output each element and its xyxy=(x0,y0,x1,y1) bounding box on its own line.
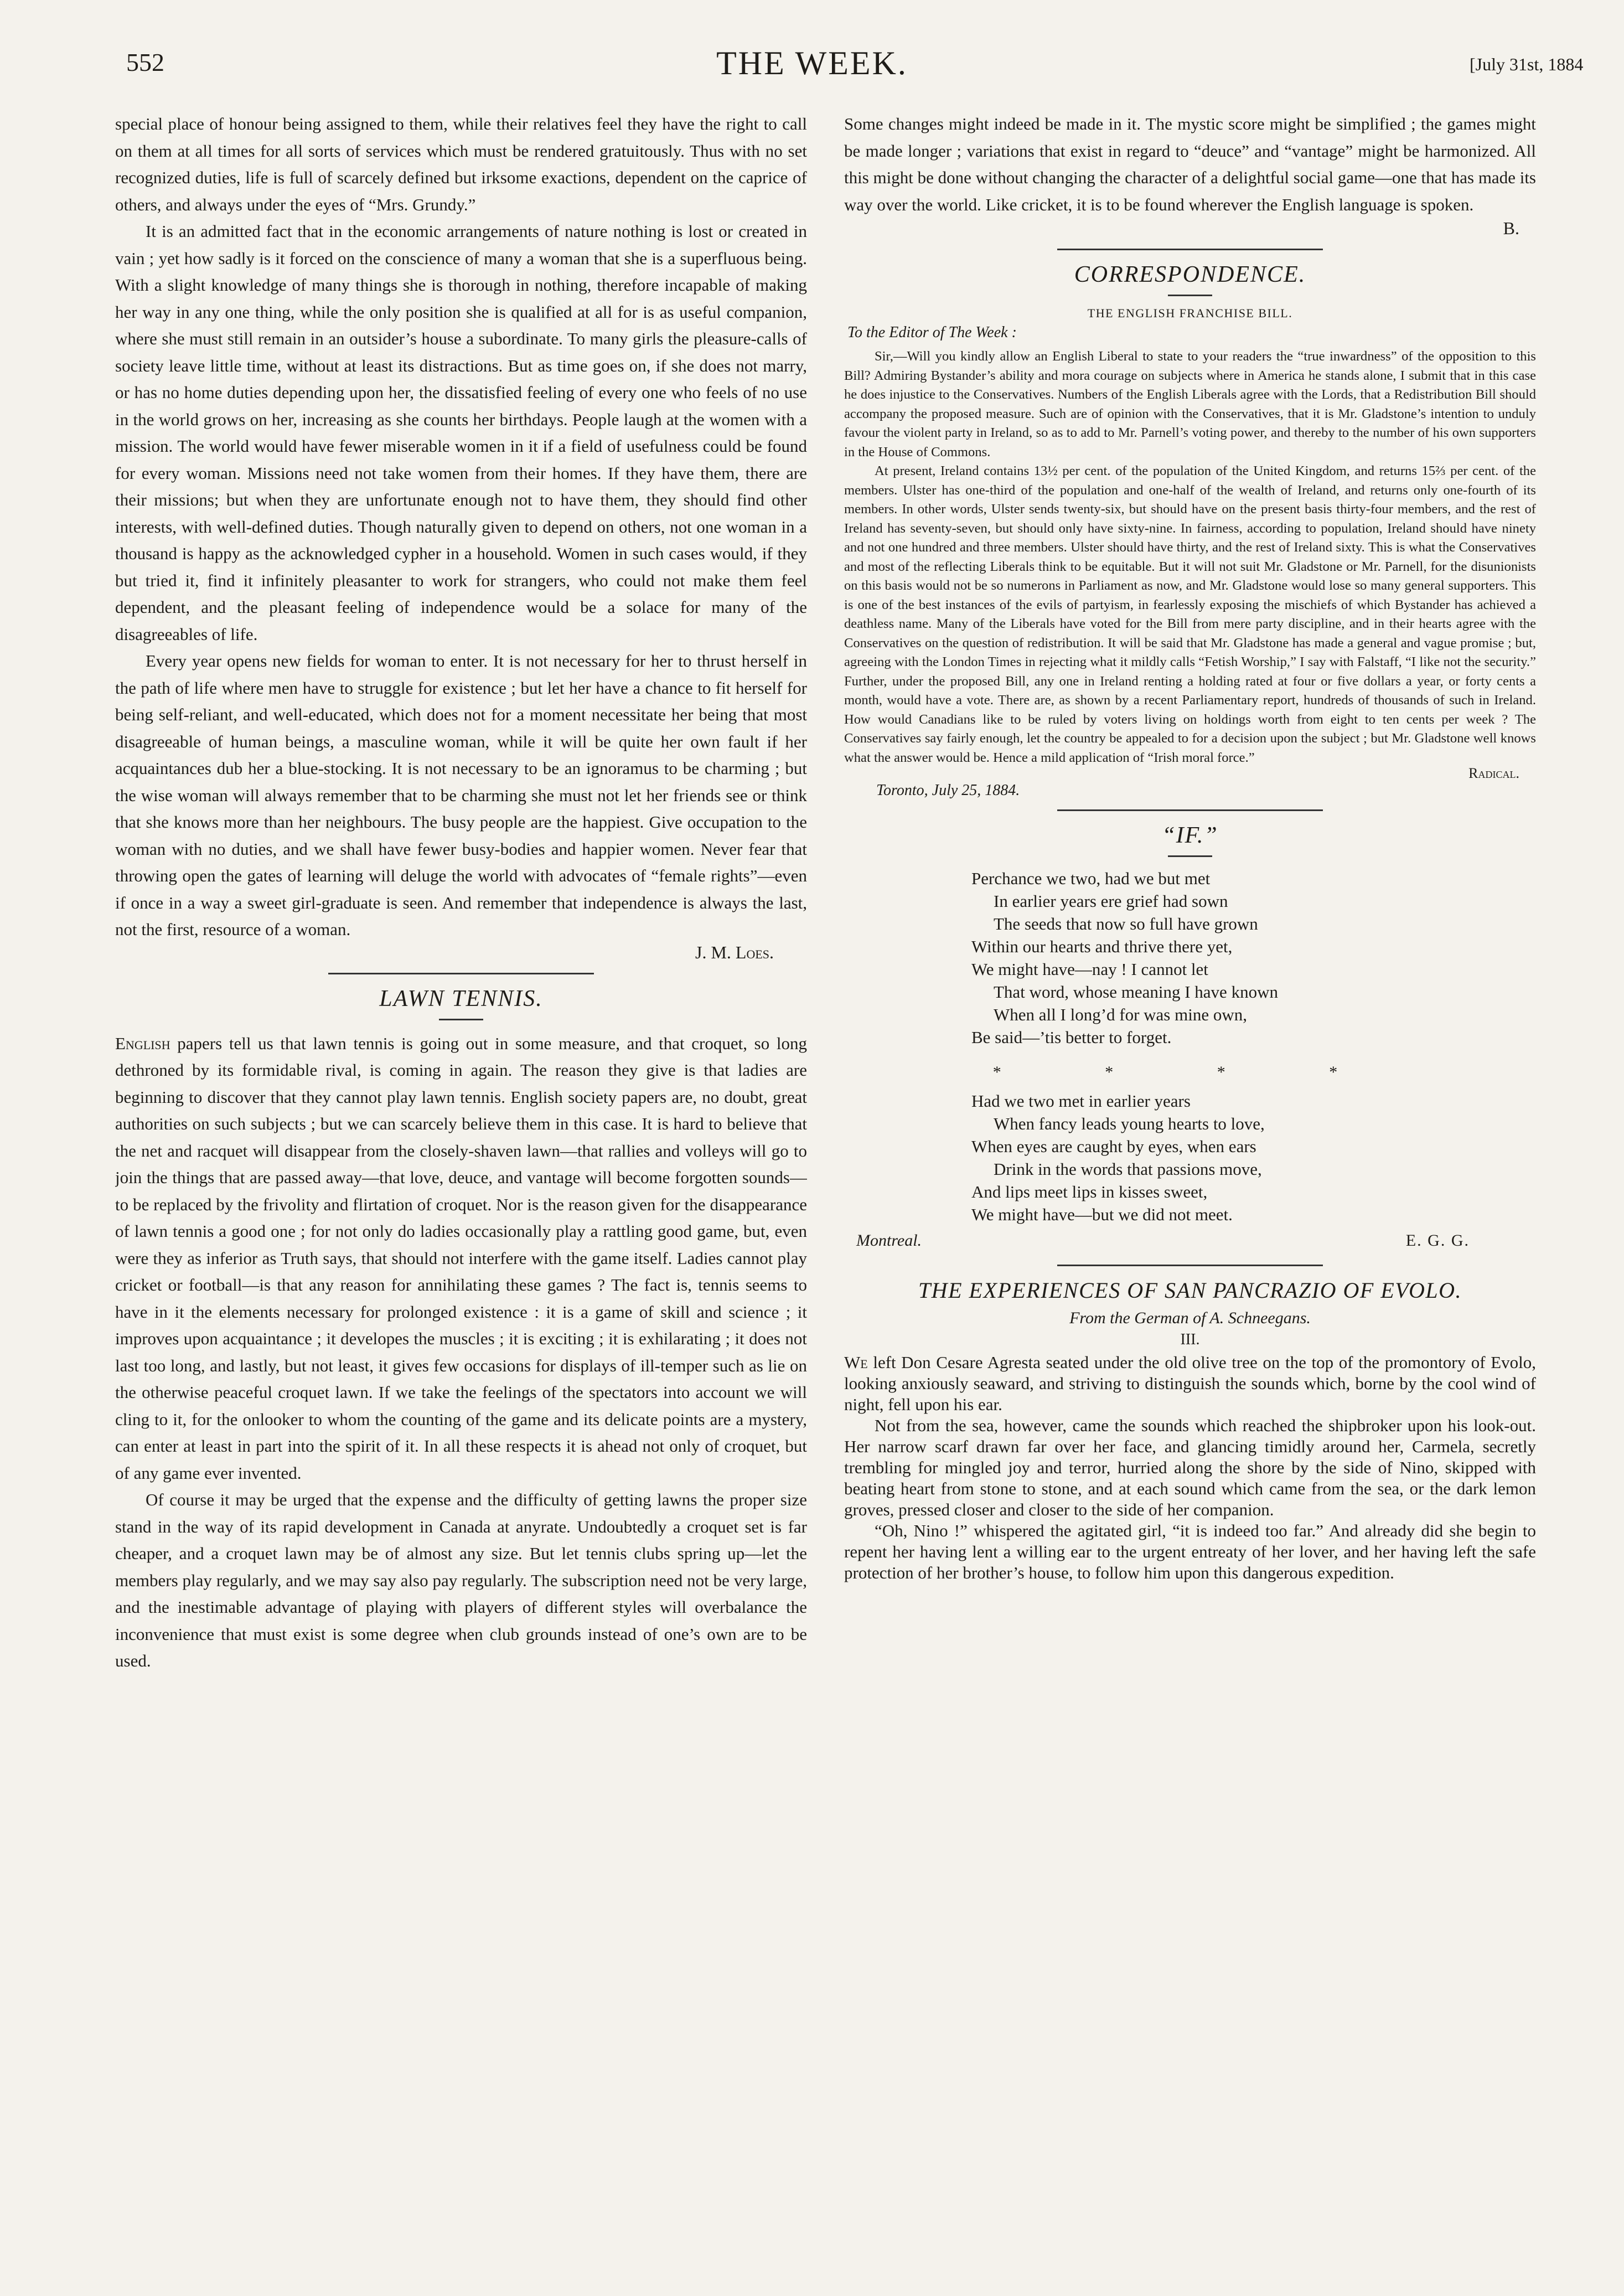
poem-line: When fancy leads young hearts to love, xyxy=(994,1114,1265,1133)
section-divider xyxy=(1057,1265,1323,1266)
lead-word: English xyxy=(115,1033,170,1053)
article-paragraph xyxy=(115,1030,807,1487)
poem-line: Had we two met in earlier years xyxy=(971,1091,1191,1111)
article-paragraph: Every year opens new fields for woman to enter. It is not necessary for her to thrust herself in the path of life where men have to struggle for existence ; but let her have a chance to fit herself for being self-reliant, and well-educated, which does not for a moment necessitate her being that most disagreeable of human beings, a masculine woman, while it will be quite her own fault if her acquaintances dub her a blue-stocking. It is not necessary to be an ignoramus to be charming ; but the wise woman will always remember that to be charming she must not let her friends see or think that she knows more than her neighbours. The busy people are the happiest. Give occupation to the woman with no duties, and we shall have fewer busy-bodies and happier women. Never fear that throwing open the gates of learning will deluge the world with advocates of “female rights”—even if once in a way a sweet girl-graduate is seen. And remember that independence is always the last, not the first, resource of a woman. xyxy=(115,651,807,939)
poem-line: Within our hearts and thrive there yet, xyxy=(971,937,1233,956)
poem-signature: E. G. G. xyxy=(1405,1231,1470,1250)
poem-line: And lips meet lips in kisses sweet, xyxy=(971,1182,1208,1201)
poem-footer xyxy=(844,1229,1536,1255)
poem-stanza-1 xyxy=(971,867,1536,1049)
section-title-correspondence: CORRESPONDENCE. xyxy=(1074,262,1306,287)
poem-line: Perchance we two, had we but met xyxy=(971,869,1211,888)
letter-paragraph: Sir,—Will you kindly allow an English Liberal to state to your readers the “true inwardness” of the opposition to this Bill? Admiring Bystander’s ability and mora courage on subjects where in America he stands alone, I submit that in this case he does injustice to the Conservatives. Numbers of the English Liberals agree with the Lords, that a Redistribution Bill should accompany the proposed measure. Such are of opinion with the Conservatives, that it is Mr. Gladstone’s intention to unduly favour the violent party in Ireland, so as to add to Mr. Parnell’s voting power, and thereby to the number of his own supporters in the House of Commons. xyxy=(844,349,1536,460)
poem-line: In earlier years ere grief had sown xyxy=(994,891,1228,911)
article-paragraph: Of course it may be urged that the expense and the difficulty of getting lawns the proper size stand in the way of its rapid development in Canada at anyrate. Undoubtedly a croquet set is far cheaper, and a croquet lawn may be of almost any size. But let tennis clubs spring up—let the members play regularly, and we may say also pay regularly. The subscription need not be very large, and the inestimable advantage of playing with players of different styles will overbalance the inconvenience that must exist is some degree when club grounds instead of one’s own are to be used. xyxy=(115,1490,807,1670)
poem-title: “IF.” xyxy=(1162,823,1218,848)
story-part-number: III. xyxy=(1180,1331,1200,1348)
issue-date: [July 31st, 1884 xyxy=(1470,54,1584,74)
masthead-title: THE WEEK. xyxy=(716,45,908,81)
poem-line: Be said—’tis better to forget. xyxy=(971,1028,1172,1047)
letter-title: THE ENGLISH FRANCHISE BILL. xyxy=(1087,306,1293,320)
paragraph-text: left Don Cesare Agresta seated under the old olive tree on the top of the promontory of Evolo, looking anxiously seaward, and striving to distinguish the sounds which, borne by the cool wind of night, fell upon his ear. xyxy=(844,1353,1536,1414)
page-header xyxy=(0,0,1624,83)
letter-salutation: To the Editor of The Week : xyxy=(847,324,1017,341)
story-title: THE EXPERIENCES OF SAN PANCRAZIO OF EVOLO. xyxy=(918,1278,1462,1303)
letter-paragraph: At present, Ireland contains 13½ per cent. of the population of the United Kingdom, and returns 15⅔ per cent. of the members. Ulster has one-third of the population and one-half of the wealth of Ireland, and returns only one-fourth of its members. In other words, Ulster sends twenty-six, but should have on the present basis thirty-four members, and the rest of Ireland has seventy-seven, but should only have sixty-nine. In fairness, according to population, Ireland should have ninety and not one hundred and three members. Ulster should have thirty, and the rest of Ireland sixty. This is what the Conservatives and most of the reflecting Liberals think to be equitable. But it will not suit Mr. Gladstone or Mr. Parnell, for the disunionists on this basis would not be so numerons in Parliament as now, and Mr. Gladstone would lose so many general supporters. This is one of the best instances of the evils of partyism, in fearlessly exposing the mischiefs of which Bystander has achieved a deathless name. Many of the Liberals have voted for the Bill from mere party discipline, and in their hearts agree with the Conservatives on the question of redistribution. It will be said that Mr. Gladstone has made a general and vague promise ; but, agreeing with the London Times in rejecting what it mildly calls “Fetish Worship,” I say with Falstaff, “I like not the security.” Further, under the proposed Bill, any one in Ireland renting a holding rated at four or five dollars a year, or forty cents a month, would have a vote. There are, as shown by a recent Parliamentary report, hundreds of thousands of such in Ireland. How would Canadians like to be ruled by voters living on holdings worth from eight to ten cents per week ? The Conservatives say fairly enough, let the country be appealed to for a decision upon the subject ; but Mr. Gladstone well knows what the answer would be. Hence a mild application of “Irish moral force.” xyxy=(844,463,1536,765)
story-paragraph: “Oh, Nino !” whispered the agitated girl, “it is indeed too far.” And already did she begin to repent her having lent a willing ear to the urgent entreaty of her lover, and her having left the safe protection of her brother’s house, to follow him upon this dangerous expedition. xyxy=(844,1521,1536,1582)
poem-line: That word, whose meaning I have known xyxy=(994,982,1278,1002)
poem-line: When all I long’d for was mine own, xyxy=(994,1005,1247,1024)
title-underline xyxy=(1168,855,1212,857)
title-underline xyxy=(1168,295,1212,296)
poem-stanza-2 xyxy=(971,1090,1536,1226)
section-divider xyxy=(328,973,594,974)
author-signature: B. xyxy=(1503,218,1519,238)
title-underline xyxy=(439,1019,483,1020)
story-paragraph: Not from the sea, however, came the sounds which reached the shipbroker upon his look-out. Her narrow scarf drawn far over her face, and glancing timidly around her, Carmela, secretly trembling for mingled joy and terror, hurried along the shore by the side of Nino, skipped with beating heart from stone to stone, and at each sound which came from the sea, or the dark lemon groves, pressed closer and closer to the side of her companion. xyxy=(844,1416,1536,1519)
story-subtitle: From the German of A. Schneegans. xyxy=(1069,1309,1311,1327)
stanza-separator: * * * * xyxy=(992,1063,1388,1081)
lead-word: We xyxy=(844,1353,868,1372)
article-paragraph: It is an admitted fact that in the economic arrangements of nature nothing is lost or created in vain ; yet how sadly is it forced on the conscience of many a woman that she is a superfluous being. With a slight knowledge of many things she is thorough in nothing, therefore incapable of making her way in any one thing, while the only position she is qualified at all for is as useful companion, where she must still remain in an outsider’s house a subordinate. To many girls the pleasure-calls of society leave little time, without at least its distractions. But as time goes on, if she does not marry, or has no home duties depending upon her, the dissatisfied feeling of every one who feels of no use in the world grows on her, increasing as she counts her birthdays. People laugh at the women with a mission. The world would have fewer miserable women in it if a field of usefulness could be found for every woman. Missions need not take women from their homes. If they have them, there are their missions; but when they are unfortunate enough not to have them, they should find other interests, with well-defined duties. Though naturally given to depend on others, not one woman in a thousand is happy as the acknowledged cypher in a household. Women in such cases would, if they but tried it, find it infinitely pleasanter to work for strangers, who could not make them feel dependent, and the pleasant feeling of independence would be a solace for many of the disagreeables of life. xyxy=(115,221,807,644)
poem-place: Montreal. xyxy=(856,1231,922,1250)
left-column xyxy=(115,111,807,2281)
poem-line: We might have—but we did not meet. xyxy=(971,1205,1233,1224)
letter-signature: Radical. xyxy=(1468,765,1519,781)
poem-line: Drink in the words that passions move, xyxy=(994,1159,1262,1179)
story-paragraph xyxy=(844,1352,1536,1415)
author-signature: J. M. Loes. xyxy=(695,942,774,962)
letter-place-date: Toronto, July 25, 1884. xyxy=(876,782,1020,799)
article-paragraph: special place of honour being assigned to them, while their relatives feel they have the right to call on them at all times for all sorts of services which must be rendered gratuitously. Thus with no set recognized duties, life is full of scarcely defined but irksome exactions, dependent on the caprice of others, and always under the eyes of “Mrs. Grundy.” xyxy=(115,114,807,214)
section-divider xyxy=(1057,809,1323,811)
poem-line: We might have—nay ! I cannot let xyxy=(971,959,1208,979)
right-column xyxy=(844,111,1536,2281)
paragraph-text: papers tell us that lawn tennis is going out in some measure, and that croquet, so long dethroned by its formidable rival, is coming in again. The reason they give is that ladies are beginning to discover that they cannot play lawn tennis. English society papers are, no doubt, great authorities on such subjects ; but we can scarcely believe them in this case. It is hard to believe that the net and racquet will disappear from the closely-shaven lawn—that rallies and volleys will go to join the things that are passed away—that love, deuce, and vantage will become forgotten sounds—to be replaced by the frivolity and flirtation of croquet. Nor is the reason given for the disappearance of lawn tennis a good one ; for not only do ladies occasionally play a rattling good game, but, even were they as inferior as Truth says, that should not interfere with the game itself. Ladies cannot play cricket or football—is that any reason for annihilating these games ? The fact is, tennis seems to have in it the elements necessary for prolonged existence : it is a game of skill and science ; it improves upon acquaintance ; it developes the muscles ; it is exciting ; it is exhilarating ; it does not last too long, and lastly, but not least, it gives few occasions for displays of ill-temper such as lie on the otherwise peaceful croquet lawn. If we take the feelings of the spectators into account we will cling to it, for the onlooker to whom the counting of the game and its delicate points are a mystery, can enter at least in part into the spirit of it. In all these respects it is ahead not only of croquet, but of any game ever invented. xyxy=(115,1033,807,1483)
poem-line: The seeds that now so full have grown xyxy=(994,914,1258,933)
article-paragraph: Some changes might indeed be made in it. The mystic score might be simplified ; the games might be made longer ; variations that exist in regard to “deuce” and “vantage” might be harmonized. All this might be done without changing the character of a delightful social game—one that has made its way over the world. Like cricket, it is to be found wherever the English language is spoken. xyxy=(844,114,1536,214)
section-title-lawn-tennis: LAWN TENNIS. xyxy=(379,986,543,1012)
poem-line: When eyes are caught by eyes, when ears xyxy=(971,1137,1256,1156)
page-number: 552 xyxy=(126,48,164,76)
section-divider xyxy=(1057,249,1323,250)
